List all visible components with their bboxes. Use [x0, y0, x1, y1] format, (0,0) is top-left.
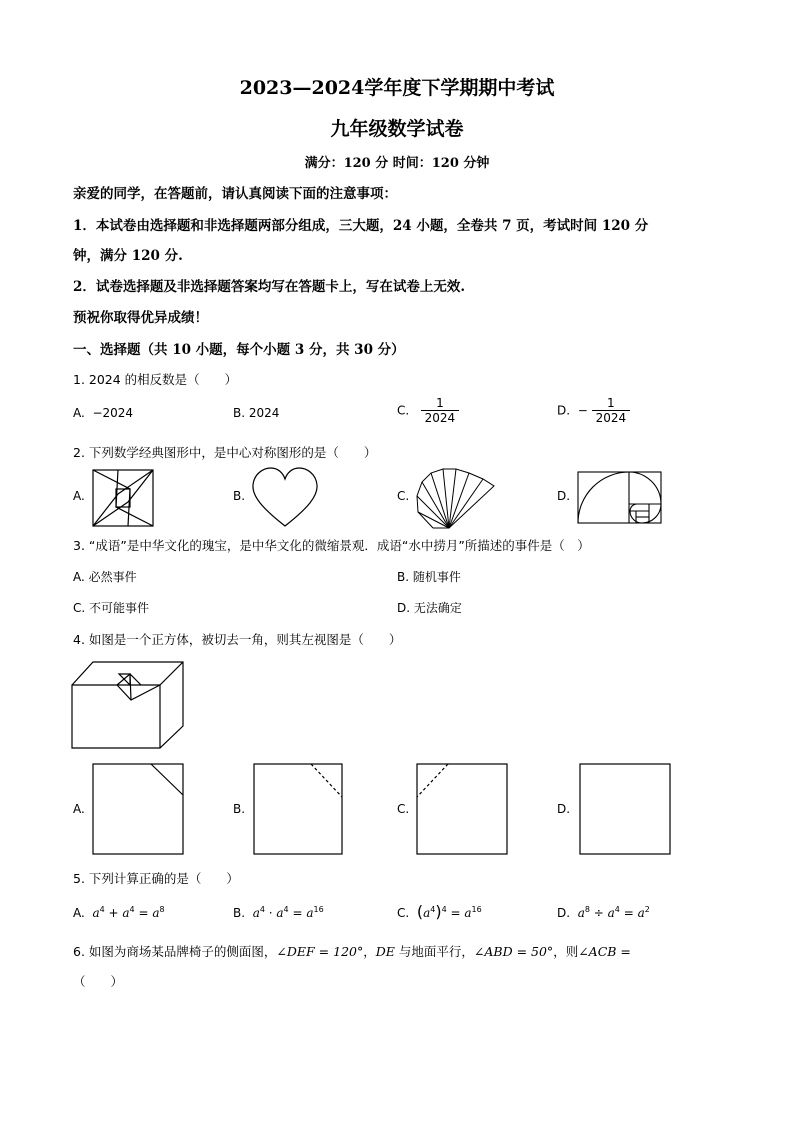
notice-item-1-cont: 钟，满分 120 分.	[73, 248, 183, 264]
q3-option-d: D. 无法确定	[397, 601, 462, 615]
notice-item-1: 1．本试卷由选择题和非选择题两部分组成，三大题，24 小题，全卷共 7 页，考试时间 120 分	[73, 218, 649, 234]
q4-option-d-plain-square	[580, 764, 671, 855]
q6-segment-de: DE	[375, 944, 395, 959]
q5-stem: 5. 下列计算正确的是（ ）	[73, 871, 239, 886]
notice-intro: 亲爱的同学，在答题前，请认真阅读下面的注意事项：	[73, 186, 397, 202]
q2-stem: 2. 下列数学经典图形中，是中心对称图形的是（ ）	[73, 445, 377, 460]
pinwheel-square-figure	[93, 470, 153, 526]
fan-spiral-figure	[415, 468, 495, 530]
q5-option-c: C. $(a^4)^4 = a^{16}$	[397, 902, 482, 921]
notice-wish: 预祝你取得优异成绩！	[73, 310, 208, 326]
q1-option-b	[233, 406, 279, 420]
q3-stem: 3. “成语”是中华文化的瑰宝，是中华文化的微缩景观．成语“水中捞月”所描述的事件是（ ）	[73, 538, 590, 553]
q1-d-fraction	[592, 396, 631, 425]
q6-stem-prefix: 6. 如图为商场某品牌椅子的侧面图，	[73, 944, 277, 959]
q6-answer-paren: （ ）	[73, 974, 124, 989]
q6-sep-2: 与地面平行，	[394, 944, 474, 959]
q6-sep-1: ，	[363, 944, 376, 959]
q4-b-label: B.	[233, 802, 246, 816]
q4-c-label: C.	[397, 802, 410, 816]
q4-option-c-square-dashed-left	[417, 764, 508, 855]
q1-c-label: C.	[397, 403, 410, 418]
q1-option-a	[73, 406, 133, 420]
q5-option-d: D. $a^8 \div a^4 = a^2$	[557, 905, 650, 920]
q1-d-sign: −	[577, 403, 588, 418]
q1-stem: 1. 2024 的相反数是（ ）	[73, 372, 238, 387]
q2-a-label: A.	[73, 489, 85, 503]
q3-option-c: C. 不可能事件	[73, 601, 150, 615]
q1-d-numerator: 1	[607, 396, 615, 410]
q1-c-fraction	[421, 396, 460, 425]
q5-option-a: A. $a^4 + a^4 = a^8$	[73, 905, 165, 920]
q1-d-denominator: 2024	[592, 410, 631, 425]
notice-item-2: 2．试卷选择题及非选择题答案均写在答题卡上，写在试卷上无效.	[73, 279, 466, 295]
cut-cube-figure	[72, 662, 184, 750]
q1-b-label: B.	[233, 406, 246, 420]
q4-a-label: A.	[73, 802, 85, 816]
q1-a-text: −2024	[92, 406, 134, 420]
q6-angle-def: ∠DEF = 120°	[276, 944, 364, 959]
q6-sep-3: ，则	[553, 944, 579, 959]
q1-a-label: A.	[73, 406, 85, 420]
q2-c-label: C.	[397, 489, 410, 503]
exam-meta: 满分：120 分 时间：120 分钟	[304, 156, 490, 171]
q1-c-denominator: 2024	[421, 410, 460, 425]
q4-stem: 4. 如图是一个正方体，被切去一角，则其左视图是（ ）	[73, 632, 402, 647]
q3-option-b: B. 随机事件	[397, 570, 461, 584]
q1-option-d	[557, 396, 630, 425]
heart-figure	[252, 468, 318, 528]
section-1-title: 一、选择题（共 10 小题，每个小题 3 分，共 30 分）	[73, 342, 405, 358]
q4-option-b-square-dashed-right	[254, 764, 345, 855]
q5-a-label: A.	[73, 906, 85, 920]
q1-option-c	[397, 396, 459, 425]
q6-stem	[73, 942, 631, 960]
exam-title: 2023—2024学年度下学期期中考试	[239, 77, 555, 99]
q1-b-text: 2024	[248, 406, 280, 420]
exam-subtitle: 九年级数学试卷	[330, 118, 464, 140]
q2-b-label: B.	[233, 489, 246, 503]
q5-d-label: D.	[557, 906, 571, 920]
q3-option-a: A. 必然事件	[73, 570, 137, 584]
golden-spiral-figure	[578, 472, 662, 524]
q6-angle-acb: ∠ACB =	[578, 944, 631, 959]
q6-angle-abd: ∠ABD = 50°	[473, 944, 554, 959]
q2-d-label: D.	[557, 489, 571, 503]
q4-d-label: D.	[557, 802, 571, 816]
q1-d-label: D.	[557, 403, 571, 418]
q5-c-label: C.	[397, 906, 410, 920]
q5-option-b: B. $a^4 \cdot a^4 = a^{16}$	[233, 905, 324, 920]
q4-option-a-square-solid-diagonal	[93, 764, 184, 855]
q1-c-numerator: 1	[436, 396, 444, 410]
q5-b-label: B.	[233, 906, 246, 920]
